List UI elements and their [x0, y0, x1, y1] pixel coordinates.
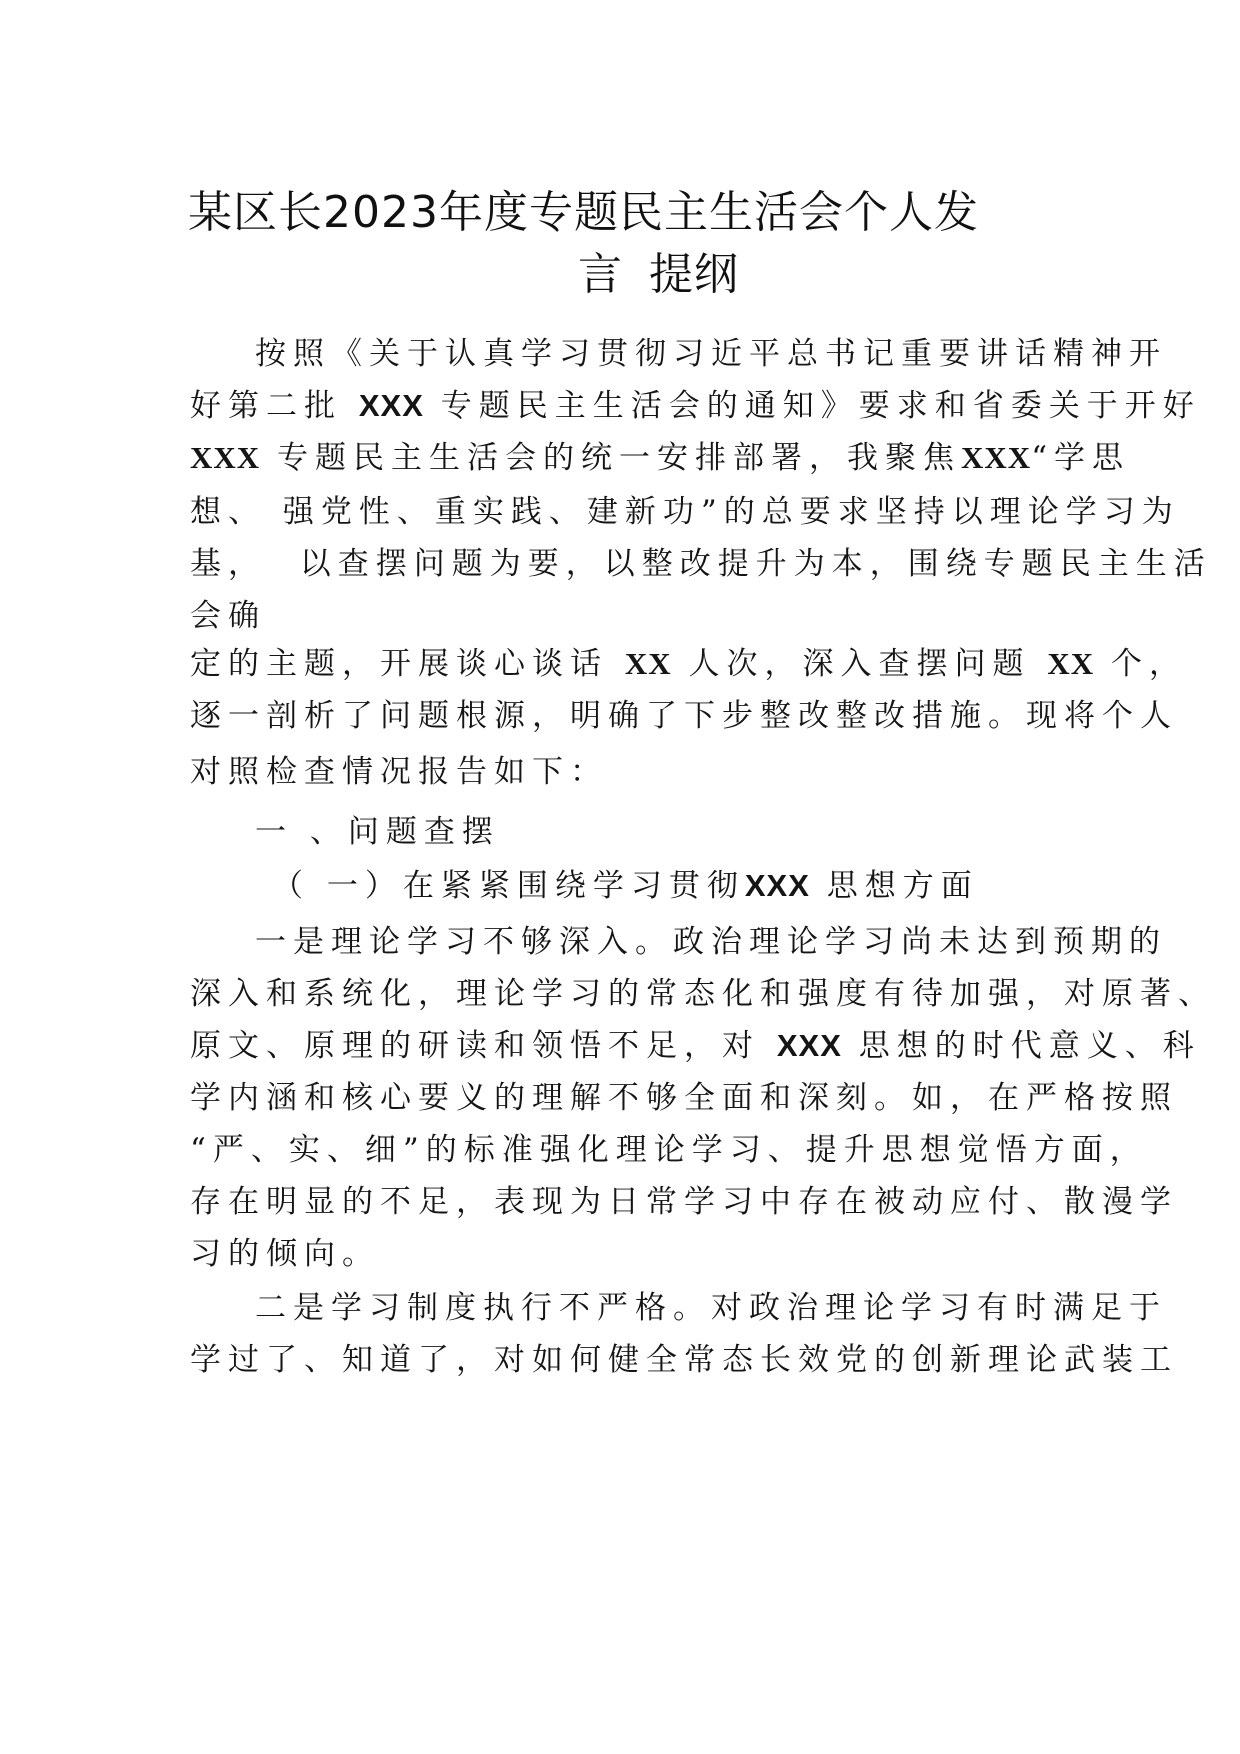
- text-run: 人次，深入查摆问题: [671, 646, 1048, 682]
- placeholder-text: XXX: [776, 1028, 842, 1063]
- placeholder-text: XXX: [190, 440, 261, 475]
- placeholder-text: XX: [624, 646, 672, 681]
- paragraph-1-line-3: [190, 438, 1130, 478]
- text-run: 好第二批: [190, 388, 359, 424]
- text-run: （ 一）在紧紧围绕学习贯彻: [272, 868, 745, 904]
- paragraph-2-line-3: [190, 1026, 1201, 1066]
- paragraph-1-line-5: 基， 以查摆问题为要，以整改提升为本，围绕专题民主生活: [190, 546, 1212, 582]
- document-title-line-2: [578, 238, 1240, 302]
- text-run: 原文、原理的研读和领悟不足，对: [190, 1028, 777, 1064]
- subsection-heading-1: [272, 866, 979, 906]
- document-title-line-1: 某区长2023年度专题民主生活会个人发: [188, 187, 979, 238]
- paragraph-2-line-1: 一是理论学习不够深入。政治理论学习尚未达到预期的: [255, 924, 1167, 960]
- paragraph-3-line-2: 学过了、知道了，对如何健全常态长效党的创新理论武装工: [190, 1342, 1178, 1378]
- placeholder-text: XX: [1047, 646, 1095, 681]
- text-run: “学思: [1031, 440, 1131, 476]
- text-run: 个，: [1094, 646, 1187, 682]
- section-heading-1: 一 、问题查摆: [255, 814, 500, 850]
- paragraph-3-line-1: 二是学习制度执行不严格。对政治理论学习有时满足于: [255, 1290, 1167, 1326]
- paragraph-2-line-5: “严、实、细”的标准强化理论学习、提升思想觉悟方面，: [190, 1132, 1148, 1168]
- paragraph-1-line-9: 对照检查情况报告如下：: [190, 754, 608, 790]
- text-run: 专题民主生活会的统一安排部署，我聚焦: [260, 440, 962, 476]
- paragraph-1-line-1: 按照《关于认真学习贯彻习近平总书记重要讲话精神开: [255, 336, 1167, 372]
- paragraph-1-line-7: [190, 644, 1187, 684]
- paragraph-1-line-6: 会确: [190, 598, 266, 634]
- title-fragment-2: 提纲: [649, 249, 739, 300]
- title-fragment-1: 言: [578, 249, 623, 300]
- paragraph-1-line-4: 想、 强党性、重实践、建新功”的总要求坚持以理论学习为: [190, 494, 1180, 530]
- paragraph-1-line-8: 逐一剖析了问题根源，明确了下步整改整改措施。现将个人: [190, 698, 1178, 734]
- paragraph-2-line-4: 学内涵和核心要义的理解不够全面和深刻。如，在严格按照: [190, 1080, 1178, 1116]
- paragraph-1-line-2: [190, 386, 1201, 426]
- paragraph-2-line-6: 存在明显的不足，表现为日常学习中存在被动应付、散漫学: [190, 1184, 1178, 1220]
- paragraph-2-line-7: 习的倾向。: [190, 1236, 380, 1272]
- text-run: 思想的时代意义、科: [841, 1028, 1201, 1064]
- placeholder-text: XXX: [744, 868, 810, 903]
- text-run: 定的主题，开展谈心谈话: [190, 646, 625, 682]
- text-run: 专题民主生活会的通知》要求和省委关于开好: [423, 388, 1201, 424]
- placeholder-text: XXX: [961, 440, 1032, 475]
- text-run: 思想方面: [809, 868, 979, 904]
- paragraph-2-line-2: 深入和系统化，理论学习的常态化和强度有待加强，对原著、: [190, 976, 1216, 1012]
- placeholder-text: XXX: [358, 388, 424, 423]
